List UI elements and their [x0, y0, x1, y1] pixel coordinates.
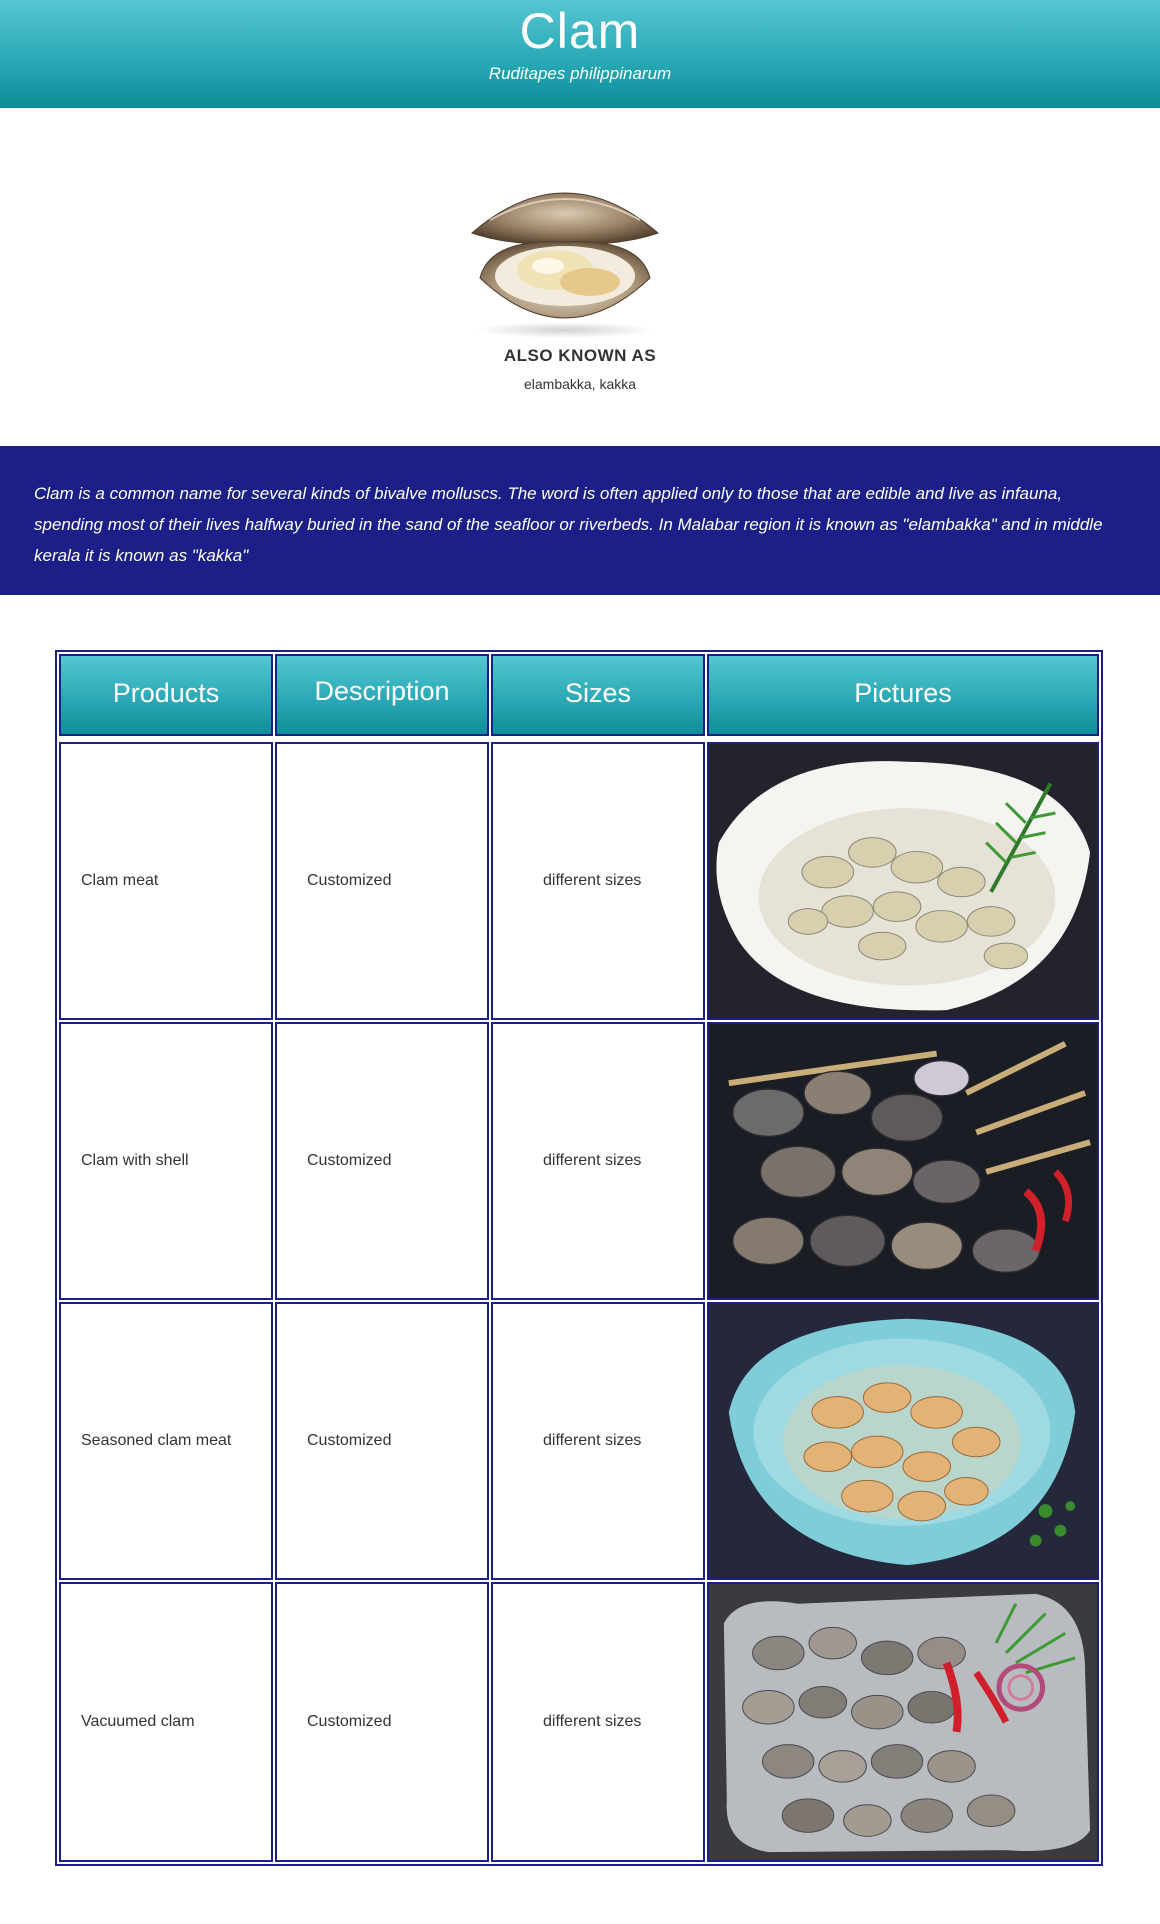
table-cell: [275, 1302, 489, 1580]
header-sizes: [491, 654, 705, 736]
product-description: Customized: [307, 872, 392, 889]
table-cell: [275, 1022, 489, 1300]
product-description: Customized: [307, 1432, 392, 1449]
product-name: Seasoned clam meat: [81, 1432, 232, 1449]
product-size: different sizes: [543, 1152, 642, 1169]
table-cell: [491, 742, 705, 1020]
table-cell: [275, 742, 489, 1020]
header-pictures: [707, 654, 1099, 736]
table-row: [59, 1582, 273, 1862]
table-row: [59, 1022, 273, 1300]
page-title: Clam: [519, 3, 641, 59]
clam-meat-photo: [707, 742, 1099, 1020]
header-products-label: Products: [112, 678, 220, 708]
product-size: different sizes: [543, 1432, 642, 1449]
table-cell: [275, 1582, 489, 1862]
product-name: Clam meat: [81, 872, 159, 889]
clam-icon: [450, 158, 680, 338]
table-cell: [491, 1302, 705, 1580]
product-size: different sizes: [543, 1713, 642, 1730]
clams-in-shell-photo: [707, 1022, 1099, 1300]
header-description-label: Description: [314, 676, 450, 706]
hero-section: [0, 108, 1160, 446]
products-table: [55, 650, 1103, 1866]
table-cell: [491, 1022, 705, 1300]
table-cell: [491, 1582, 705, 1862]
seasoned-clam-photo: [707, 1302, 1099, 1580]
header-description: [275, 654, 489, 736]
header-products: [59, 654, 273, 736]
scientific-name: Ruditapes philippinarum: [488, 64, 672, 83]
product-name: Clam with shell: [81, 1152, 189, 1169]
description-text: Clam is a common name for several kinds of bivalve molluscs. The word is often applied only to those that are edible and live as infauna, spending most of their lives halfway buried in the sand of the seafloor or riverbeds. In Malabar region it is known as "elambakka" and in middle kerala it is known as "kakka": [0, 446, 1160, 595]
vacuum-packed-clam-photo: [707, 1582, 1099, 1862]
product-name: Vacuumed clam: [81, 1713, 195, 1730]
also-known-as-value: elambakka, kakka: [523, 376, 637, 392]
table-row: [59, 1302, 273, 1580]
header-sizes-label: Sizes: [564, 678, 632, 708]
page-header: [0, 0, 1160, 108]
header-pictures-label: Pictures: [854, 678, 952, 708]
table-row: [59, 742, 273, 1020]
also-known-as-heading: ALSO KNOWN AS: [503, 346, 657, 365]
product-size: different sizes: [543, 872, 642, 889]
product-description: Customized: [307, 1152, 392, 1169]
product-description: Customized: [307, 1713, 392, 1730]
